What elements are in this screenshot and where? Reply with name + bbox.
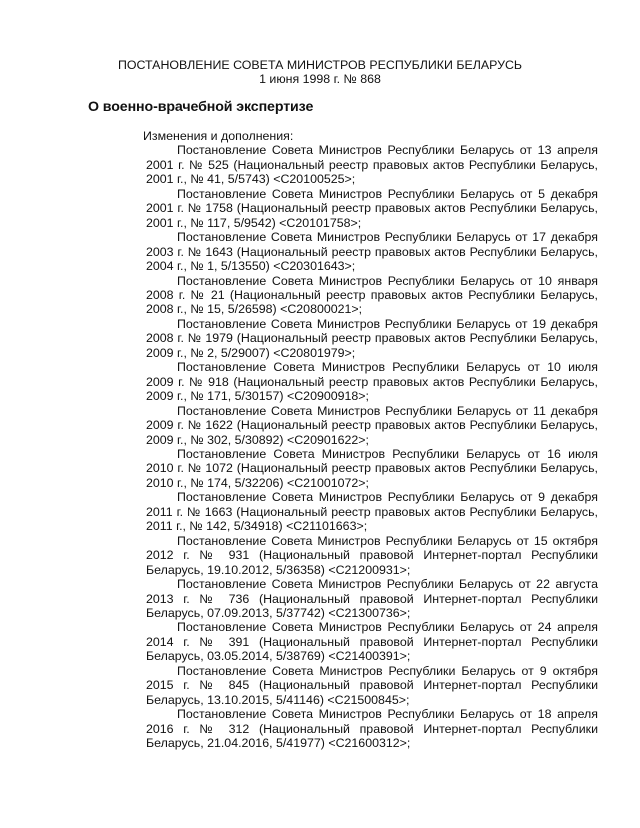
- amendments-section: [143, 129, 598, 751]
- amendment-item: Постановление Совета Министров Республики Беларусь от 13 апреля 2001 г. № 525 (Национальный реестр правовых актов Республики Беларусь, 2001 г., № 41, 5/5743) <C20100525>;: [146, 143, 598, 187]
- amendment-item: Постановление Совета Министров Республики Беларусь от 16 июля 2010 г. № 1072 (Национальный реестр правовых актов Республики Беларусь, 2010 г., № 174, 5/32206) <C21001072>;: [146, 446, 598, 490]
- amendment-item: Постановление Совета Министров Республики Беларусь от 5 декабря 2001 г. № 1758 (Национальный реестр правовых актов Республики Беларусь, 2001 г., № 117, 5/9542) <C20101758>;: [146, 186, 598, 230]
- amendment-item: Постановление Совета Министров Республики Беларусь от 10 января 2008 г. № 21 (Национальный реестр правовых актов Республики Беларусь, 2008 г., № 15, 5/26598) <C20800021>;: [146, 273, 598, 317]
- amendment-item: Постановление Совета Министров Республики Беларусь от 15 октября 2012 г. № 931 (Национальный правовой Интернет-портал Республики Беларусь, 19.10.2012, 5/36358) <C21200931>;: [146, 533, 598, 577]
- document-issuer: ПОСТАНОВЛЕНИЕ СОВЕТА МИНИСТРОВ РЕСПУБЛИКИ БЕЛАРУСЬ: [117, 58, 523, 72]
- amendment-item: Постановление Совета Министров Республики Беларусь от 18 апреля 2016 г. № 312 (Национальный правовой Интернет-портал Республики Беларусь, 21.04.2016, 5/41977) <C21600312>;: [146, 707, 598, 751]
- amendment-item: Постановление Совета Министров Республики Беларусь от 9 декабря 2011 г. № 1663 (Национальный реестр правовых актов Республики Беларусь, 2011 г., № 142, 5/34918) <C21101663>;: [146, 490, 598, 534]
- amendment-item: Постановление Совета Министров Республики Беларусь от 10 июля 2009 г. № 918 (Национальный реестр правовых актов Республики Беларусь, 2009 г., № 171, 5/30157) <C20900918>;: [146, 360, 598, 404]
- amendment-item: Постановление Совета Министров Республики Беларусь от 24 апреля 2014 г. № 391 (Национальный правовой Интернет-портал Республики Беларусь, 03.05.2014, 5/38769) <C21400391>;: [146, 620, 598, 664]
- amendment-item: Постановление Совета Министров Республики Беларусь от 9 октября 2015 г. № 845 (Национальный правовой Интернет-портал Республики Беларусь, 13.10.2015, 5/41146) <C21500845>;: [146, 663, 598, 707]
- amendment-item: Постановление Совета Министров Республики Беларусь от 22 августа 2013 г. № 736 (Национальный правовой Интернет-портал Республики Беларусь, 07.09.2013, 5/37742) <C21300736>;: [146, 577, 598, 620]
- document-date-number: 1 июня 1998 г. № 868: [259, 72, 381, 86]
- amendments-label: Изменения и дополнения:: [143, 129, 294, 143]
- amendment-item: Постановление Совета Министров Республики Беларусь от 11 декабря 2009 г. № 1622 (Национальный реестр правовых актов Республики Беларусь, 2009 г., № 302, 5/30892) <C20901622>;: [146, 403, 598, 447]
- amendment-item: Постановление Совета Министров Республики Беларусь от 19 декабря 2008 г. № 1979 (Национальный реестр правовых актов Республики Беларусь, 2009 г., № 2, 5/29007) <C20801979>;: [146, 316, 598, 360]
- document-title: О военно-врачебной экспертизе: [88, 99, 314, 115]
- document-header: [0, 58, 640, 86]
- amendment-item: Постановление Совета Министров Республики Беларусь от 17 декабря 2003 г. № 1643 (Национальный реестр правовых актов Республики Беларусь, 2004 г., № 1, 5/13550) <C20301643>;: [146, 230, 598, 274]
